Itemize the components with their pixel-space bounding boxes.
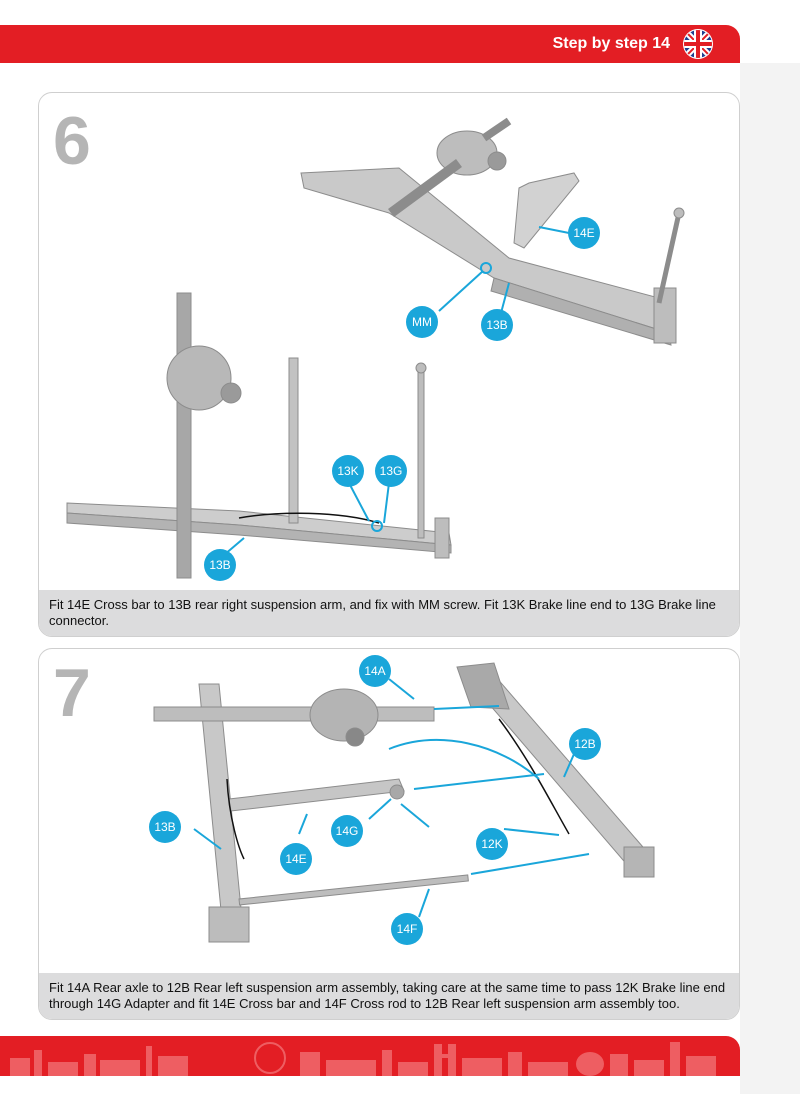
page-title: Step by step 14 bbox=[552, 35, 670, 52]
step-number: 6 bbox=[53, 103, 91, 179]
page-margin-strip bbox=[740, 63, 800, 1094]
callout-13g: 13G bbox=[375, 455, 407, 487]
step-6-caption: Fit 14E Cross bar to 13B rear right suspension arm, and fix with MM screw. Fit 13K Brake line end to 13G Brake line connector. bbox=[39, 590, 739, 636]
callout-13b: 13B bbox=[149, 811, 181, 843]
callout-13b: 13B bbox=[481, 309, 513, 341]
callout-14g: 14G bbox=[331, 815, 363, 847]
callout-13k: 13K bbox=[332, 455, 364, 487]
callout-13b-lower: 13B bbox=[204, 549, 236, 581]
callout-mm: MM bbox=[406, 306, 438, 338]
header-bar bbox=[0, 25, 740, 63]
step-6-illustration bbox=[39, 93, 739, 593]
callout-14a: 14A bbox=[359, 655, 391, 687]
callout-12k: 12K bbox=[476, 828, 508, 860]
step-7-illustration bbox=[39, 649, 739, 954]
callout-14e: 14E bbox=[568, 217, 600, 249]
step-7-caption: Fit 14A Rear axle to 12B Rear left suspension arm assembly, taking care at the same time to pass 12K Brake line end through 14G Adapter and fit 14E Cross bar and 14F Cross rod to 12B Rear left suspension arm assembly too. bbox=[39, 973, 739, 1019]
step-number: 7 bbox=[53, 655, 91, 731]
callout-12b: 12B bbox=[569, 728, 601, 760]
callout-14f: 14F bbox=[391, 913, 423, 945]
step-7-panel bbox=[38, 648, 740, 1020]
uk-flag-icon bbox=[682, 28, 714, 60]
step-6-panel bbox=[38, 92, 740, 637]
footer-bar bbox=[0, 1036, 740, 1076]
london-skyline-icon bbox=[0, 1036, 740, 1076]
callout-14e: 14E bbox=[280, 843, 312, 875]
